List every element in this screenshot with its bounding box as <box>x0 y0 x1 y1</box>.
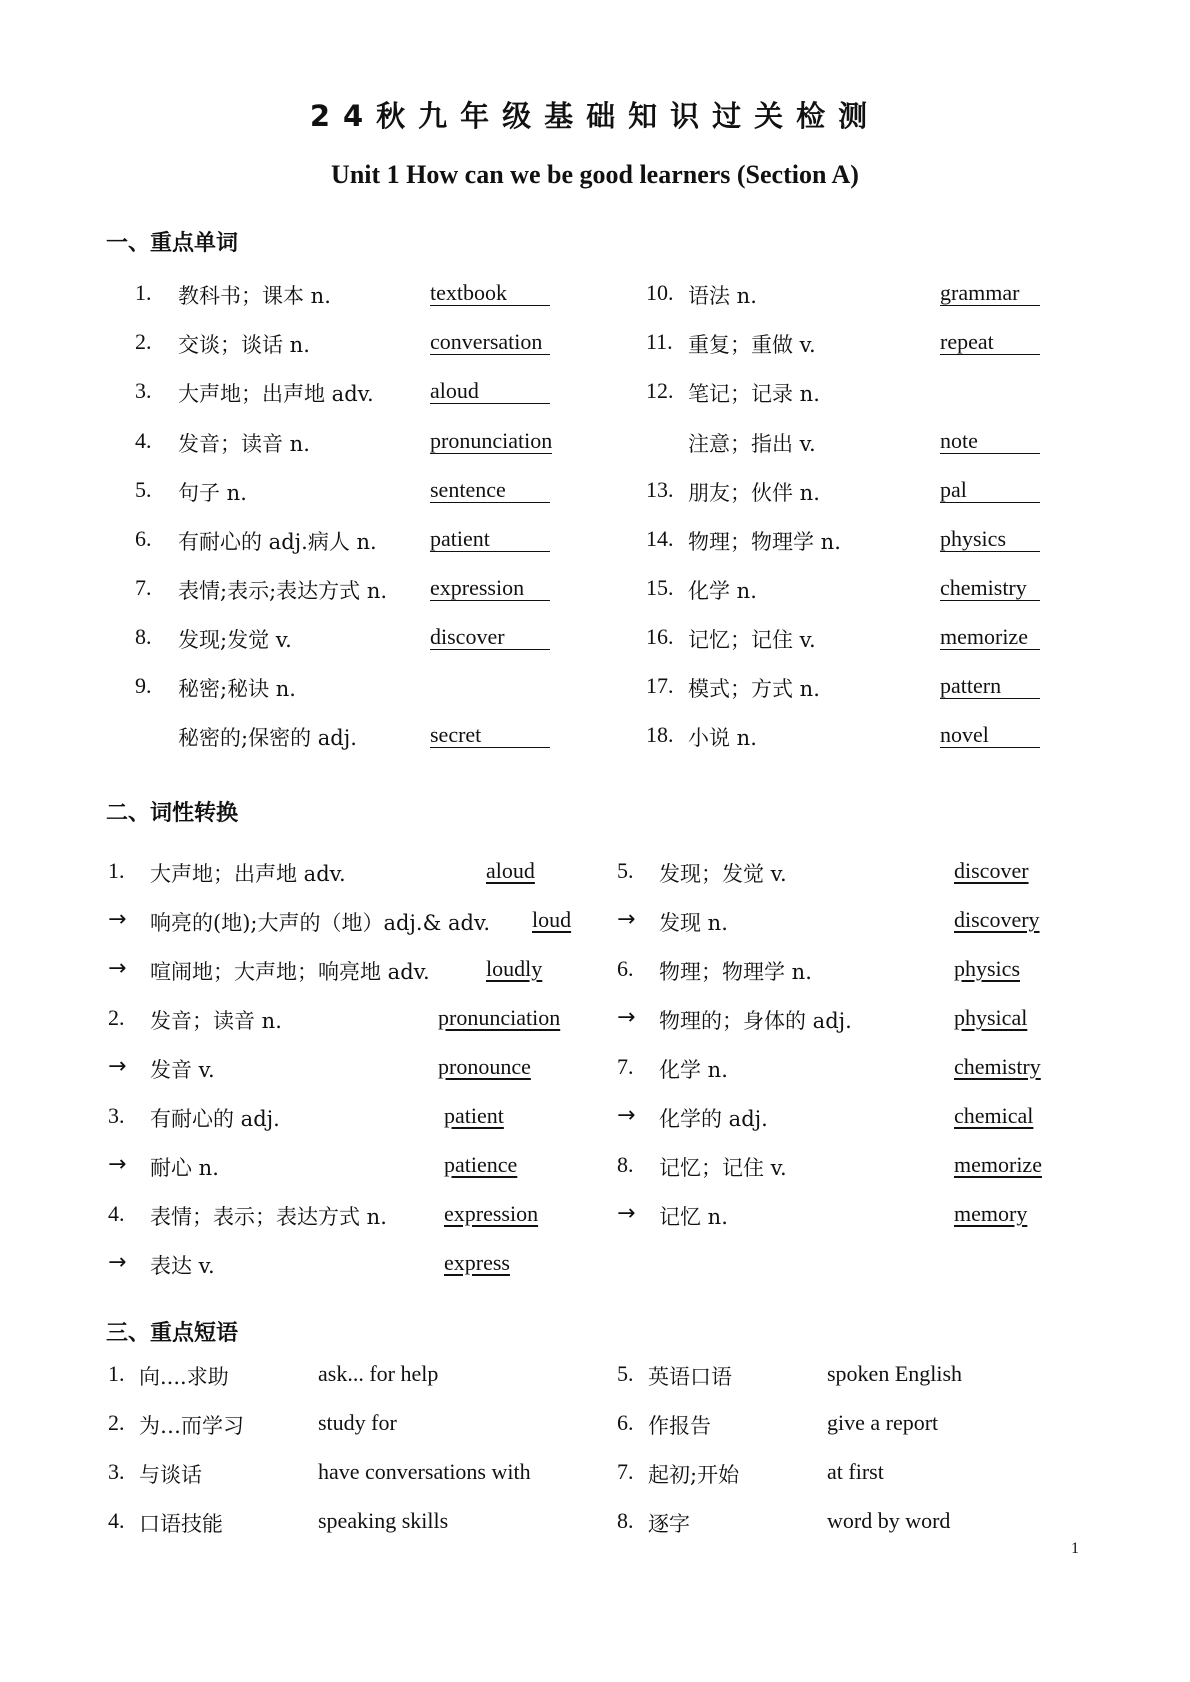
arrow-icon: → <box>617 1005 636 1030</box>
answer-word: chemical <box>954 1103 1034 1128</box>
item-prompt: 表情;表示;表达方式 n. <box>178 579 388 603</box>
item-prompt: 喧闹地；大声地；响亮地 adv. <box>150 960 430 984</box>
item-number: 1. <box>135 280 152 305</box>
item-prompt: 化学 n. <box>659 1058 728 1082</box>
answer-word: aloud <box>486 858 535 883</box>
answer-word <box>430 280 550 306</box>
answer-word <box>940 624 1040 650</box>
item-prompt: 化学 n. <box>688 579 757 603</box>
page-title: 24秋九年级基础知识过关检测 <box>309 99 881 133</box>
arrow-icon: → <box>108 1054 127 1079</box>
item-number: 3. <box>135 378 152 403</box>
answer-text: chemistry <box>940 576 1040 601</box>
arrow-icon: → <box>108 1250 127 1275</box>
item-prompt: 秘密;秘诀 n. <box>178 677 296 701</box>
item-prompt: 有耐心的 adj. <box>150 1107 280 1131</box>
item-prompt: 发现；发觉 v. <box>659 862 787 886</box>
item-number: 2. <box>108 1410 125 1435</box>
phrase-english: study for <box>318 1410 397 1435</box>
phrase-chinese: 与谈话 <box>139 1463 202 1487</box>
answer-word: pronunciation <box>438 1005 561 1030</box>
answer-text: note <box>940 429 1040 454</box>
item-prompt: 语法 n. <box>688 284 757 308</box>
item-prompt: 注意；指出 v. <box>688 432 816 456</box>
item-prompt: 朋友；伙伴 n. <box>688 481 820 505</box>
item-prompt: 记忆；记住 v. <box>688 628 816 652</box>
phrase-english: speaking skills <box>318 1508 449 1533</box>
item-prompt: 笔记；记录 n. <box>688 382 820 406</box>
answer-text: repeat <box>940 330 1040 355</box>
item-prompt: 有耐心的 adj.病人 n. <box>178 530 377 554</box>
item-prompt: 物理；物理学 n. <box>688 530 841 554</box>
phrase-english: give a report <box>827 1410 939 1435</box>
item-prompt: 发现;发觉 v. <box>178 628 292 652</box>
item-number: 2. <box>135 329 152 354</box>
item-number: 1. <box>108 858 125 883</box>
answer-word <box>430 378 550 404</box>
item-number: 12. <box>646 378 674 403</box>
item-prompt: 发音；读音 n. <box>150 1009 282 1033</box>
item-prompt: 句子 n. <box>178 481 247 505</box>
answer-word <box>430 575 550 601</box>
item-number: 5. <box>617 1361 634 1386</box>
item-number: 7. <box>617 1459 634 1484</box>
item-number: 16. <box>646 624 674 649</box>
item-number: 3. <box>108 1459 125 1484</box>
answer-word: physics <box>954 956 1020 981</box>
answer-word: patience <box>444 1152 518 1177</box>
item-number: 5. <box>135 477 152 502</box>
answer-text: textbook <box>430 281 550 306</box>
answer-word: physical <box>954 1005 1028 1030</box>
answer-word: discovery <box>954 907 1040 932</box>
item-prompt: 重复；重做 v. <box>688 333 816 357</box>
item-prompt: 模式；方式 n. <box>688 677 820 701</box>
answer-text: conversation <box>430 330 550 355</box>
item-prompt: 发音；读音 n. <box>178 432 310 456</box>
answer-text: aloud <box>430 379 550 404</box>
item-prompt: 表情；表示；表达方式 n. <box>150 1205 387 1229</box>
section-heading-word-forms: 二、词性转换 <box>106 801 239 826</box>
answer-text: sentence <box>430 478 550 503</box>
item-number: 6. <box>135 526 152 551</box>
arrow-icon: → <box>108 1152 127 1177</box>
item-number: 6. <box>617 1410 634 1435</box>
answer-word: pronounce <box>438 1054 531 1079</box>
section-heading-key-words: 一、重点单词 <box>106 231 239 256</box>
item-number: 15. <box>646 575 674 600</box>
item-number: 4. <box>108 1201 125 1226</box>
answer-text: patient <box>430 527 550 552</box>
phrase-chinese: 向....求助 <box>139 1365 229 1389</box>
answer-word <box>940 428 1040 454</box>
phrase-chinese: 口语技能 <box>139 1512 223 1536</box>
item-prompt: 大声地；出声地 adv. <box>150 862 346 886</box>
answer-word: express <box>444 1250 510 1275</box>
phrase-english: ask... for help <box>318 1361 439 1386</box>
item-prompt: 物理；物理学 n. <box>659 960 812 984</box>
answer-word <box>430 477 550 503</box>
item-prompt: 发现 n. <box>659 911 728 935</box>
section-heading-key-phrases: 三、重点短语 <box>106 1321 239 1346</box>
arrow-icon: → <box>108 956 127 981</box>
item-prompt: 大声地；出声地 adv. <box>178 382 374 406</box>
item-prompt: 小说 n. <box>688 726 757 750</box>
arrow-icon: → <box>617 1103 636 1128</box>
item-prompt: 交谈；谈话 n. <box>178 333 310 357</box>
phrase-chinese: 逐字 <box>648 1512 690 1536</box>
page-subtitle: Unit 1 How can we be good learners (Section A) <box>331 160 859 189</box>
answer-text: physics <box>940 527 1040 552</box>
answer-text: grammar <box>940 281 1040 306</box>
item-prompt: 发音 v. <box>150 1058 215 1082</box>
answer-word: loudly <box>486 956 543 981</box>
answer-text: novel <box>940 723 1040 748</box>
item-number: 13. <box>646 477 674 502</box>
answer-word <box>430 526 550 552</box>
answer-word: memory <box>954 1201 1028 1226</box>
item-prompt: 物理的；身体的 adj. <box>659 1009 852 1033</box>
item-number: 8. <box>617 1508 634 1533</box>
item-prompt: 记忆 n. <box>659 1205 728 1229</box>
item-number: 9. <box>135 673 152 698</box>
item-number: 17. <box>646 673 674 698</box>
item-number: 8. <box>617 1152 634 1177</box>
answer-word <box>940 526 1040 552</box>
answer-word: chemistry <box>954 1054 1041 1079</box>
phrase-chinese: 英语口语 <box>648 1365 732 1389</box>
answer-word: loud <box>532 907 572 932</box>
item-prompt: 响亮的(地);大声的（地）adj.& adv. <box>150 911 490 935</box>
answer-text: pronunciation <box>430 428 553 453</box>
answer-word <box>430 428 552 454</box>
answer-word <box>940 477 1040 503</box>
item-number: 8. <box>135 624 152 649</box>
answer-word <box>430 722 550 748</box>
answer-word <box>940 575 1040 601</box>
answer-word <box>430 624 550 650</box>
answer-word: memorize <box>954 1152 1042 1177</box>
item-number: 10. <box>646 280 674 305</box>
page-number: 1 <box>1071 1540 1079 1557</box>
item-prompt: 记忆；记住 v. <box>659 1156 787 1180</box>
answer-word: patient <box>444 1103 504 1128</box>
item-number: 14. <box>646 526 674 551</box>
answer-word: expression <box>444 1201 539 1226</box>
item-number: 4. <box>135 428 152 453</box>
answer-text: secret <box>430 723 550 748</box>
phrase-english: have conversations with <box>318 1459 531 1484</box>
answer-word <box>940 722 1040 748</box>
phrase-english: word by word <box>827 1508 951 1533</box>
item-number: 4. <box>108 1508 125 1533</box>
item-prompt: 教科书；课本 n. <box>178 284 331 308</box>
item-number: 6. <box>617 956 634 981</box>
answer-text: memorize <box>940 625 1040 650</box>
arrow-icon: → <box>617 907 636 932</box>
item-prompt: 表达 v. <box>150 1254 215 1278</box>
arrow-icon: → <box>617 1201 636 1226</box>
answer-text: pal <box>940 478 1040 503</box>
answer-word: discover <box>954 858 1029 883</box>
phrase-chinese: 为…而学习 <box>139 1414 244 1438</box>
phrase-english: spoken English <box>827 1361 963 1386</box>
phrase-english: at first <box>827 1459 884 1484</box>
phrase-chinese: 作报告 <box>648 1414 711 1438</box>
item-number: 18. <box>646 722 674 747</box>
phrase-chinese: 起初;开始 <box>648 1463 740 1487</box>
item-number: 2. <box>108 1005 125 1030</box>
answer-word <box>940 673 1040 699</box>
item-number: 3. <box>108 1103 125 1128</box>
item-number: 7. <box>617 1054 634 1079</box>
item-number: 5. <box>617 858 634 883</box>
answer-text: discover <box>430 625 550 650</box>
item-number: 11. <box>646 329 673 354</box>
answer-text: expression <box>430 576 550 601</box>
item-number: 1. <box>108 1361 125 1386</box>
item-number: 7. <box>135 575 152 600</box>
answer-text: pattern <box>940 674 1040 699</box>
answer-word <box>940 329 1040 355</box>
answer-word <box>430 329 550 355</box>
arrow-icon: → <box>108 907 127 932</box>
item-prompt: 秘密的;保密的 adj. <box>178 726 357 750</box>
item-prompt: 化学的 adj. <box>659 1107 768 1131</box>
item-prompt: 耐心 n. <box>150 1156 219 1180</box>
answer-word <box>940 280 1040 306</box>
